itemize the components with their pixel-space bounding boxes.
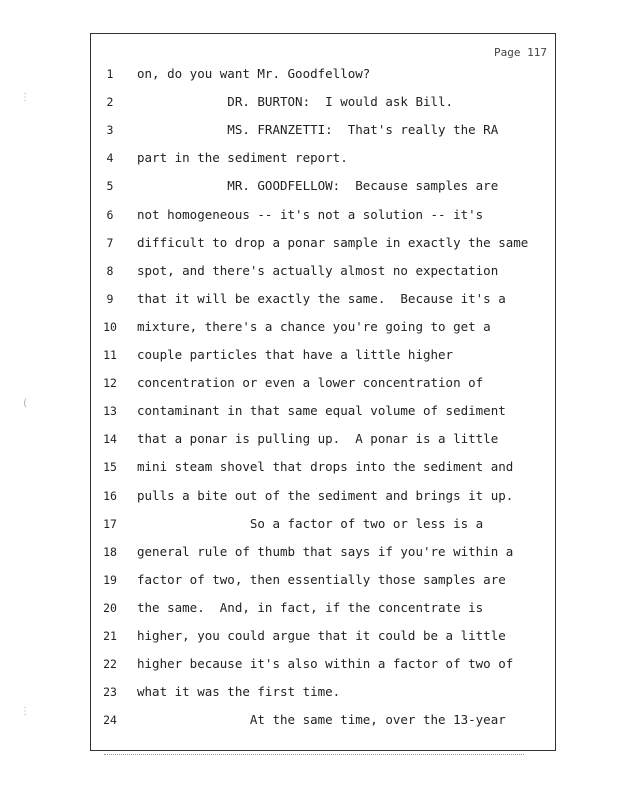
line-number: 18 xyxy=(103,544,117,559)
transcript-line xyxy=(91,514,557,534)
line-number: 13 xyxy=(103,404,117,419)
line-number: 10 xyxy=(103,319,117,334)
line-number: 22 xyxy=(103,657,117,672)
line-number: 23 xyxy=(103,685,117,700)
line-number: 14 xyxy=(103,432,117,447)
scan-mark: ⋮ xyxy=(20,92,30,103)
line-text: higher, you could argue that it could be a little xyxy=(137,628,506,643)
transcript-line xyxy=(91,682,557,702)
line-text: pulls a bite out of the sediment and brings it up. xyxy=(137,487,514,503)
line-number: 15 xyxy=(103,460,117,475)
line-text: mixture, there's a chance you're going to get a xyxy=(137,318,491,334)
line-text: spot, and there's actually almost no expectation xyxy=(137,262,499,278)
line-text: what it was the first time. xyxy=(137,684,341,700)
transcript-line xyxy=(91,317,557,337)
line-number: 19 xyxy=(103,572,117,587)
line-number: 5 xyxy=(106,179,114,194)
transcript-line xyxy=(91,570,557,590)
line-number: 4 xyxy=(106,151,114,166)
line-number: 12 xyxy=(103,376,117,391)
transcript-frame xyxy=(90,33,556,751)
page-number: Page 117 xyxy=(494,46,547,59)
line-text: concentration or even a lower concentration of xyxy=(137,375,484,391)
transcript-line xyxy=(91,176,557,196)
line-number: 9 xyxy=(106,291,114,306)
line-number: 20 xyxy=(103,600,117,615)
line-number: 17 xyxy=(103,516,117,531)
line-number: 11 xyxy=(103,348,117,362)
transcript-line xyxy=(91,205,557,225)
transcript-line xyxy=(91,654,557,674)
transcript-line xyxy=(91,542,557,562)
transcript-line xyxy=(91,92,557,112)
line-number: 3 xyxy=(106,123,114,138)
transcript-line xyxy=(91,373,557,393)
transcript-line xyxy=(91,64,557,84)
transcript-line xyxy=(91,261,557,281)
transcript-line xyxy=(91,598,557,618)
line-text: not homogeneous -- it's not a solution -- it's xyxy=(137,206,484,222)
transcript-line xyxy=(91,401,557,421)
line-number: 2 xyxy=(106,95,114,110)
line-number: 7 xyxy=(106,235,114,250)
line-text: MS. FRANZETTI: That's really the RA xyxy=(137,122,499,138)
transcript-line xyxy=(91,233,557,253)
transcript-line xyxy=(91,457,557,477)
line-number: 21 xyxy=(103,629,117,643)
line-text: DR. BURTON: I would ask Bill. xyxy=(137,94,454,110)
line-text: At the same time, over the 13-year xyxy=(137,712,506,728)
line-text: MR. GOODFELLOW: Because samples are xyxy=(137,178,499,194)
line-text: part in the sediment report. xyxy=(137,150,348,166)
line-number: 6 xyxy=(106,207,114,222)
line-text: contaminant in that same equal volume of sediment xyxy=(137,403,506,419)
scan-mark: ( xyxy=(22,398,29,409)
line-text: that it will be exactly the same. Because it's a xyxy=(137,290,506,306)
line-number: 8 xyxy=(106,263,114,278)
line-text: difficult to drop a ponar sample in exactly the same xyxy=(137,234,529,250)
line-text: higher because it's also within a factor of two of xyxy=(137,656,514,672)
line-number: 16 xyxy=(103,488,117,503)
transcript-line xyxy=(91,345,557,365)
transcript-line xyxy=(91,148,557,168)
transcript-line xyxy=(91,486,557,506)
line-text: So a factor of two or less is a xyxy=(137,515,484,531)
transcript-line xyxy=(91,626,557,646)
line-text: the same. And, in fact, if the concentrate is xyxy=(137,599,484,615)
line-text: general rule of thumb that says if you're within a xyxy=(137,543,514,559)
line-text: factor of two, then essentially those samples are xyxy=(137,571,506,587)
scan-mark: ⋮ xyxy=(20,706,30,717)
line-text: couple particles that have a little higher xyxy=(137,347,454,362)
transcript-line xyxy=(91,429,557,449)
line-number: 24 xyxy=(103,713,117,728)
line-text: on, do you want Mr. Goodfellow? xyxy=(137,66,371,81)
transcript-line xyxy=(91,120,557,140)
line-number: 1 xyxy=(106,67,114,81)
transcript-line xyxy=(91,710,557,730)
bottom-rule xyxy=(104,754,524,755)
line-text: mini steam shovel that drops into the sediment and xyxy=(137,459,514,475)
transcript-line xyxy=(91,289,557,309)
line-text: that a ponar is pulling up. A ponar is a little xyxy=(137,431,499,447)
